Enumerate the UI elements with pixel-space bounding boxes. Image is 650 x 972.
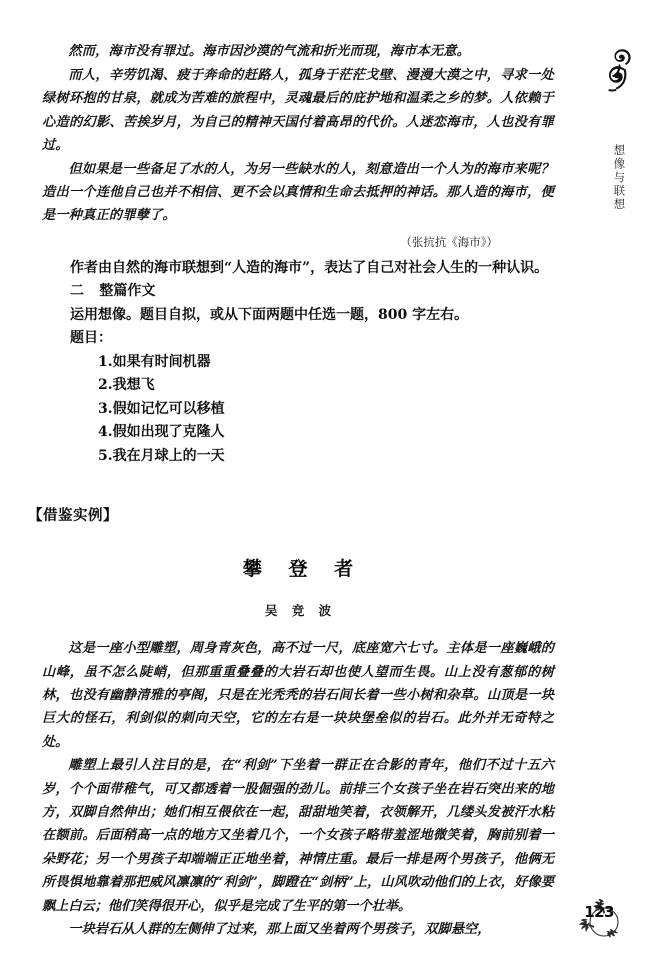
article-paragraph: 雕塑上最引人注目的是，在“利剑”下坐着一群正在合影的青年，他们不过十五六岁，个个面带稚气，可又都透着一股倔强的劲儿。前排三个女孩子坐在岩石突出来的地方，双脚自然伸出；她们相互偎依在一起，甜甜地笑着，衣领解开，几缕头发被汗水粘在额前。后面稍高一点的地方又坐着几个，一个女孩子略带羞涩地微笑着，胸前别着一朵野花；另一个男孩子却端端正正地坐着，神情庄重。最后一排是两个男孩子，他俩无所畏惧地靠着那把威风凛凛的“利剑”，脚蹬在“剑柄”上，山风吹动他们的上衣，好像要飘上白云；他们笑得很开心，似乎是完成了生平的第一个壮举。 <box>42 758 554 914</box>
running-head-vertical-text: 想像与联想 <box>612 144 627 212</box>
excerpt-paragraph: 而人，辛劳饥渴、疲于奔命的赶路人，孤身于茫茫戈壁、漫漫大漠之中，寻求一处绿树环抱的甘泉，就成为苦难的旅程中，灵魂最后的庇护地和温柔之乡的梦。人依赖于心造的幻影、苦挨岁月，为自己的精神天国付着高昂的代价。人迷恋海市，人也没有罪过。 <box>42 68 554 153</box>
list-item <box>42 445 554 469</box>
section-title: 整篇作文 <box>99 283 156 300</box>
prompt-index: 3. <box>98 400 113 417</box>
list-item <box>42 421 554 445</box>
list-item <box>42 351 554 375</box>
list-item <box>42 374 554 398</box>
excerpt-attribution: （张抗抗《海市》） <box>400 234 498 249</box>
prompt-list-label: 题目： <box>70 330 112 347</box>
scroll-flourish-ornament <box>602 46 636 98</box>
prompt-index: 4. <box>98 424 113 441</box>
article-paragraph: 这是一座小型雕塑，周身青灰色，高不过一尺，底座宽六七寸。主体是一座巍峨的山峰，虽不怎么陡峭，但那重重叠叠的大岩石却也使人望而生畏。山上没有葱郁的树林，也没有幽静清雅的亭阁，只是在光秃秃的岩石间长着一些小树和杂草。山顶是一块巨大的怪石，利剑似的刺向天空，它的左右是一块块堡垒似的岩石。此外并无奇特之处。 <box>42 641 554 750</box>
article-author: 吴 竞 波 <box>264 603 337 619</box>
prompt-list <box>42 351 554 469</box>
quoted-excerpt <box>42 40 554 228</box>
article-title: 攀 登 者 <box>242 558 364 581</box>
side-marginalia <box>596 46 642 212</box>
prompt-text: 我想飞 <box>112 377 155 394</box>
assignment-instruction: 运用想像。题目自拟，或从下面两题中任选一题，800 字左右。 <box>70 306 469 323</box>
prompt-text: 如果有时间机器 <box>112 353 211 370</box>
commentary-paragraph: 作者由自然的海市联想到“人造的海市”，表达了自己对社会人生的一种认识。 <box>70 259 549 276</box>
article-paragraph: 一块岩石从人群的左侧伸了过来，那上面又坐着两个男孩子，双脚悬空， <box>68 922 491 937</box>
prompt-index: 5. <box>98 447 113 464</box>
example-article-section <box>28 506 554 941</box>
prompt-text: 假如记忆可以移植 <box>112 400 225 417</box>
page-number: 123 <box>584 903 614 921</box>
section-heading <box>42 280 554 304</box>
excerpt-paragraph: 然而，海市没有罪过。海市因沙漠的气流和折光而现，海市本无意。 <box>68 44 471 59</box>
article-body <box>42 637 554 941</box>
excerpt-paragraph: 但如果是一些备足了水的人，为另一些缺水的人，刻意造出一个人为的海市来呢？造出一个连他自己也并不相信、更不会以真情和生命去抵押的神话。那人造的海市，便是一种真正的罪孽了。 <box>42 162 554 224</box>
section-number: 二 <box>70 283 84 300</box>
prompt-index: 1. <box>98 353 113 370</box>
prompt-text: 假如出现了克隆人 <box>112 424 225 441</box>
main-text-column <box>28 40 554 941</box>
example-section-label: 【借鉴实例】 <box>28 508 118 525</box>
prompt-text: 我在月球上的一天 <box>112 447 225 464</box>
folio <box>562 882 632 942</box>
list-item <box>42 398 554 422</box>
editorial-section <box>42 257 554 469</box>
prompt-index: 2. <box>98 377 113 394</box>
